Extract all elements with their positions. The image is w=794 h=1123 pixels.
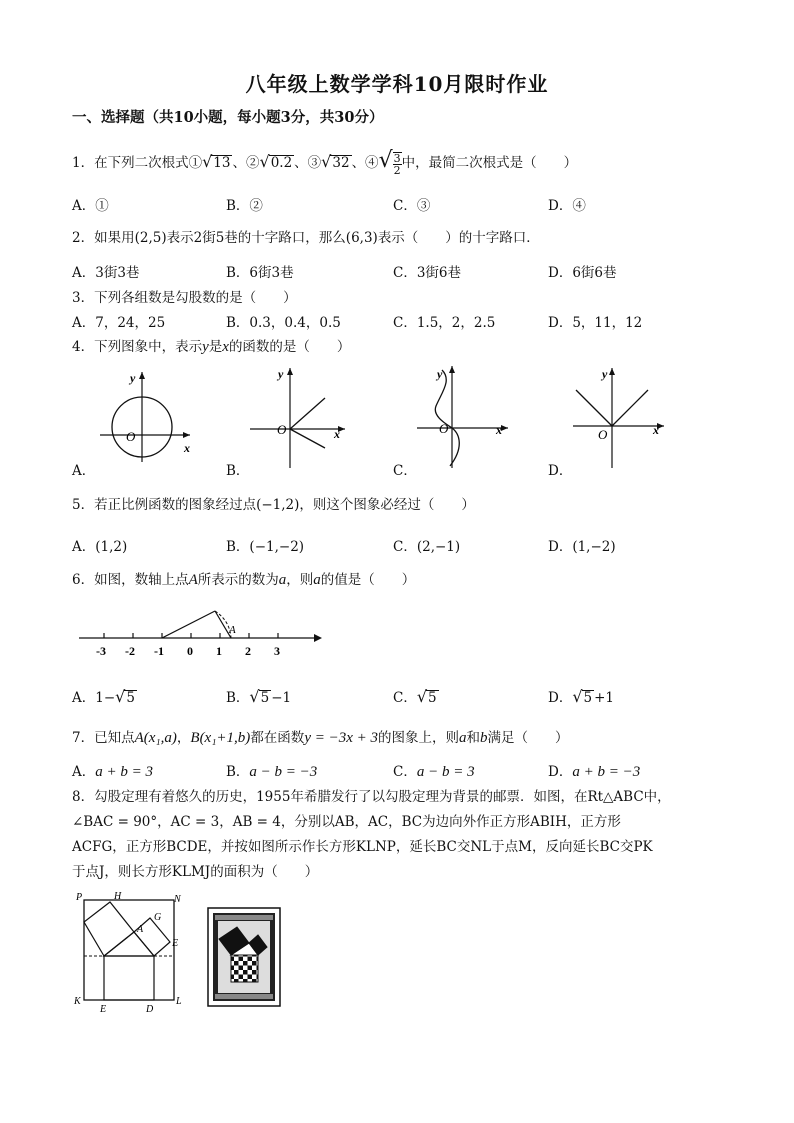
root-5: 5: [260, 690, 270, 706]
q2-option-a[interactable]: A．3街3巷: [72, 265, 140, 281]
option-prefix: D．: [548, 690, 573, 706]
label-E: E: [100, 1004, 107, 1015]
q7-tail: 满足（ ）: [487, 730, 569, 746]
option-value: a − b = 3: [416, 764, 475, 780]
q7-option-b[interactable]: [226, 760, 317, 781]
q1-option-c[interactable]: C．③: [393, 198, 431, 214]
q8-greek-stamp-image: [207, 907, 281, 1007]
q4-graph-c: [412, 362, 522, 470]
label-A: A: [137, 924, 144, 935]
y-axis-arrow: [449, 366, 455, 373]
q4-lead: 4．下列图象中，表示: [72, 339, 203, 355]
q4-graph-b: [245, 362, 355, 470]
q6-point-A: A: [188, 572, 198, 588]
option-prefix: A．: [72, 539, 96, 555]
q2-option-c[interactable]: C．3街6巷: [393, 265, 462, 281]
option-value: (1,2): [95, 539, 128, 555]
x-axis-arrow: [183, 432, 190, 438]
section-heading: 一、选择题（共10小题，每小题3分，共30分）: [72, 109, 384, 126]
option-value: a − b = −3: [249, 764, 318, 780]
label-E-right: E: [172, 938, 179, 949]
x-axis-arrow: [501, 425, 508, 431]
x-label: x: [334, 427, 340, 441]
q2-lead: 2．如果用: [72, 230, 135, 246]
origin-label: O: [439, 421, 449, 436]
root-5: 5: [428, 690, 437, 706]
q6-lead: 6．如图，数轴上点: [72, 572, 189, 588]
option-prefix: A．: [72, 690, 96, 706]
axis-arrow: [314, 634, 322, 642]
q6-var-a: a: [278, 572, 287, 588]
hypotenuse-segment: [162, 611, 215, 638]
q5-option-d[interactable]: [548, 535, 616, 555]
q5-option-a[interactable]: [72, 535, 127, 555]
s-curve: [435, 370, 459, 466]
q4-option-b[interactable]: B．: [226, 463, 250, 479]
q7-var-a: a: [459, 730, 467, 746]
q1-sep: 、④: [351, 155, 379, 171]
q5-option-c[interactable]: [393, 535, 460, 555]
q1-root-2: 0.2: [270, 155, 293, 171]
origin-label: O: [598, 427, 608, 442]
y-axis-arrow: [287, 368, 293, 375]
root-5: 5: [126, 690, 135, 706]
label-N: N: [174, 894, 181, 905]
q7-and: 和: [466, 730, 480, 746]
label-H: H: [114, 891, 122, 902]
q7-point-A: A: [134, 730, 144, 746]
tick-label: 3: [274, 644, 280, 658]
q4-var-x: x: [222, 339, 229, 355]
q6-mid2: ，则: [286, 572, 314, 588]
q7-option-a[interactable]: [72, 760, 153, 781]
q5-lead: 5．若正比例函数的图象经过点: [72, 497, 257, 513]
stamp-bottom-text: [215, 994, 273, 999]
q7-comma: ，: [176, 730, 191, 746]
ray-left: [576, 390, 612, 426]
q6-mid: 所表示的数为: [197, 572, 279, 588]
q7-option-c[interactable]: [393, 760, 475, 781]
root-5: 5: [583, 690, 593, 706]
q3-option-a[interactable]: A．7，24，25: [72, 315, 166, 331]
tick-group: [96, 633, 280, 658]
option-value: (−1,−2): [249, 539, 305, 555]
question-6: [72, 568, 415, 589]
option-prefix: C．: [393, 690, 417, 706]
option-prefix: B．: [226, 690, 250, 706]
q1-lead: 1．在下列二次根式①: [72, 155, 203, 171]
point-A-label: A: [229, 624, 236, 636]
q6-option-c[interactable]: C．√5: [393, 687, 437, 706]
q8-pythagoras-figure: [70, 888, 195, 1016]
tick-label: -1: [154, 644, 164, 658]
page-title: 八年级上数学学科10月限时作业: [245, 72, 549, 96]
q7-coord-B: (x₁+1,b): [199, 730, 251, 746]
q1-sep: 、②: [232, 155, 260, 171]
ray-down: [290, 429, 325, 448]
stamp-square-large-pattern: [231, 955, 258, 982]
origin-label: O: [277, 422, 287, 437]
option-value: +1: [594, 690, 615, 706]
q4-mid: 是: [208, 339, 223, 355]
label-G: G: [154, 912, 162, 923]
label-L: L: [176, 996, 182, 1007]
option-prefix: D．: [548, 764, 573, 780]
q4-option-d[interactable]: D．: [548, 463, 573, 479]
option-value: (2,−1): [416, 539, 461, 555]
tick-label: -2: [125, 644, 135, 658]
q6-option-a[interactable]: A．1−√5: [72, 687, 135, 706]
option-prefix: B．: [226, 764, 250, 780]
tick-label: 1: [216, 644, 222, 658]
tick-label: -3: [96, 644, 106, 658]
option-value: (1,−2): [572, 539, 616, 555]
q7-mid2: 的图象上，则: [378, 730, 459, 746]
question-8-line-2: ∠BAC = 90°，AC = 3，AB = 4，分别以AB，AC，BC为边向外作正方形ABIH，正方形: [72, 814, 621, 830]
q6-option-d[interactable]: D．√5 +1: [548, 687, 615, 706]
square-ABIH: [84, 902, 134, 956]
q3-option-c[interactable]: C．1.5，2，2.5: [393, 315, 496, 331]
option-prefix: C．: [393, 539, 417, 555]
q7-mid: 都在函数: [250, 730, 305, 746]
q5-option-b[interactable]: [226, 535, 304, 555]
q2-option-d[interactable]: D．6街6巷: [548, 265, 617, 281]
q6-number-line: [74, 595, 334, 665]
q2-mid: 表示2街5巷的十字路口，那么: [166, 230, 346, 246]
q3-option-b[interactable]: B．0.3，0.4，0.5: [226, 315, 341, 331]
q1-option-b[interactable]: B．②: [226, 198, 263, 214]
origin-label: O: [126, 429, 136, 444]
q3-option-d[interactable]: D．5，11，12: [548, 315, 643, 331]
q4-graph-d: [568, 362, 678, 470]
option-prefix: B．: [226, 539, 250, 555]
option-value: a + b = −3: [572, 764, 641, 780]
q4-option-c[interactable]: C．: [393, 463, 417, 479]
q1-sep: 、③: [294, 155, 322, 171]
stamp-top-text: [215, 915, 273, 920]
q1-root-3: 32: [332, 155, 350, 171]
q7-point-B: B: [190, 730, 200, 746]
q1-option-d[interactable]: D．④: [548, 198, 586, 214]
y-label: y: [437, 367, 443, 381]
y-axis-arrow: [139, 372, 145, 379]
tick-label: 2: [245, 644, 251, 658]
q5-point: (−1,2): [256, 497, 300, 513]
q4-tail: 的函数的是（ ）: [228, 339, 351, 355]
option-value: 1−: [95, 690, 116, 706]
x-label: x: [184, 441, 190, 455]
option-prefix: D．: [548, 539, 573, 555]
tick-label: 0: [187, 644, 193, 658]
question-8-line-3: ACFG，正方形BCDE，并按如图所示作长方形KLNP，延长BC交NL于点M，反向延长BC交PK: [72, 839, 653, 855]
y-label: y: [602, 367, 608, 381]
x-label: x: [653, 423, 659, 437]
label-K: K: [74, 996, 81, 1007]
q5-tail: ，则这个图象必经过（ ）: [299, 497, 475, 513]
question-8-line-4: 于点J，则长方形KLMJ的面积为（ ）: [72, 864, 319, 880]
label-P: P: [76, 892, 83, 903]
x-label: x: [496, 423, 502, 437]
q6-option-b[interactable]: B．√5 −1: [226, 687, 292, 706]
q1-tail: 中，最简二次根式是（ ）: [401, 155, 578, 171]
option-prefix: A．: [72, 764, 96, 780]
q7-option-d[interactable]: [548, 760, 640, 781]
q4-option-a[interactable]: A．: [72, 463, 96, 479]
q1-fraction: $\frac{3}{2}$: [393, 151, 401, 177]
option-prefix: C．: [393, 764, 417, 780]
q6-tail: 的值是（ ）: [320, 572, 416, 588]
square-BCDE: [104, 956, 154, 1000]
question-8-line-1: 8．勾股定理有着悠久的历史，1955年希腊发行了以勾股定理为背景的邮票．如图，在Rt△ABC中，: [72, 789, 671, 805]
q4-graph-a: [90, 362, 200, 462]
q7-function: y = −3x + 3: [304, 730, 378, 746]
y-label: y: [130, 371, 136, 385]
ray-up: [290, 398, 325, 429]
q4-var-y: y: [202, 339, 209, 355]
y-label: y: [278, 367, 284, 381]
question-2: [72, 226, 540, 246]
question-7: [72, 726, 569, 747]
ray-right: [612, 390, 648, 426]
question-3: 3．下列各组数是勾股数的是（ ）: [72, 290, 297, 306]
y-axis-arrow: [609, 368, 615, 375]
q2-tail: 表示（ ）的十字路口．: [377, 230, 540, 246]
option-value: −1: [271, 690, 292, 706]
question-4: [72, 335, 350, 356]
q1-root-1: 13: [213, 155, 231, 171]
q7-coord-A: (x₁,a): [143, 730, 177, 746]
q7-lead: 7．已知点: [72, 730, 135, 746]
q2-option-b[interactable]: B．6街3巷: [226, 265, 294, 281]
label-D: D: [146, 1004, 154, 1015]
question-1: 1．在下列二次根式①√13 、②√0.2 、③√32 、④√ $\frac{3}{2}$ 中，最简二次根式是（ ）: [72, 148, 578, 177]
q2-point-1: (2,5): [134, 230, 167, 246]
q7-var-b: b: [480, 730, 488, 746]
q6-var-a: a: [313, 572, 321, 588]
q1-option-a[interactable]: A．①: [72, 198, 109, 214]
question-5: [72, 493, 475, 513]
option-value: a + b = 3: [95, 764, 153, 780]
q2-point-2: (6,3): [345, 230, 378, 246]
